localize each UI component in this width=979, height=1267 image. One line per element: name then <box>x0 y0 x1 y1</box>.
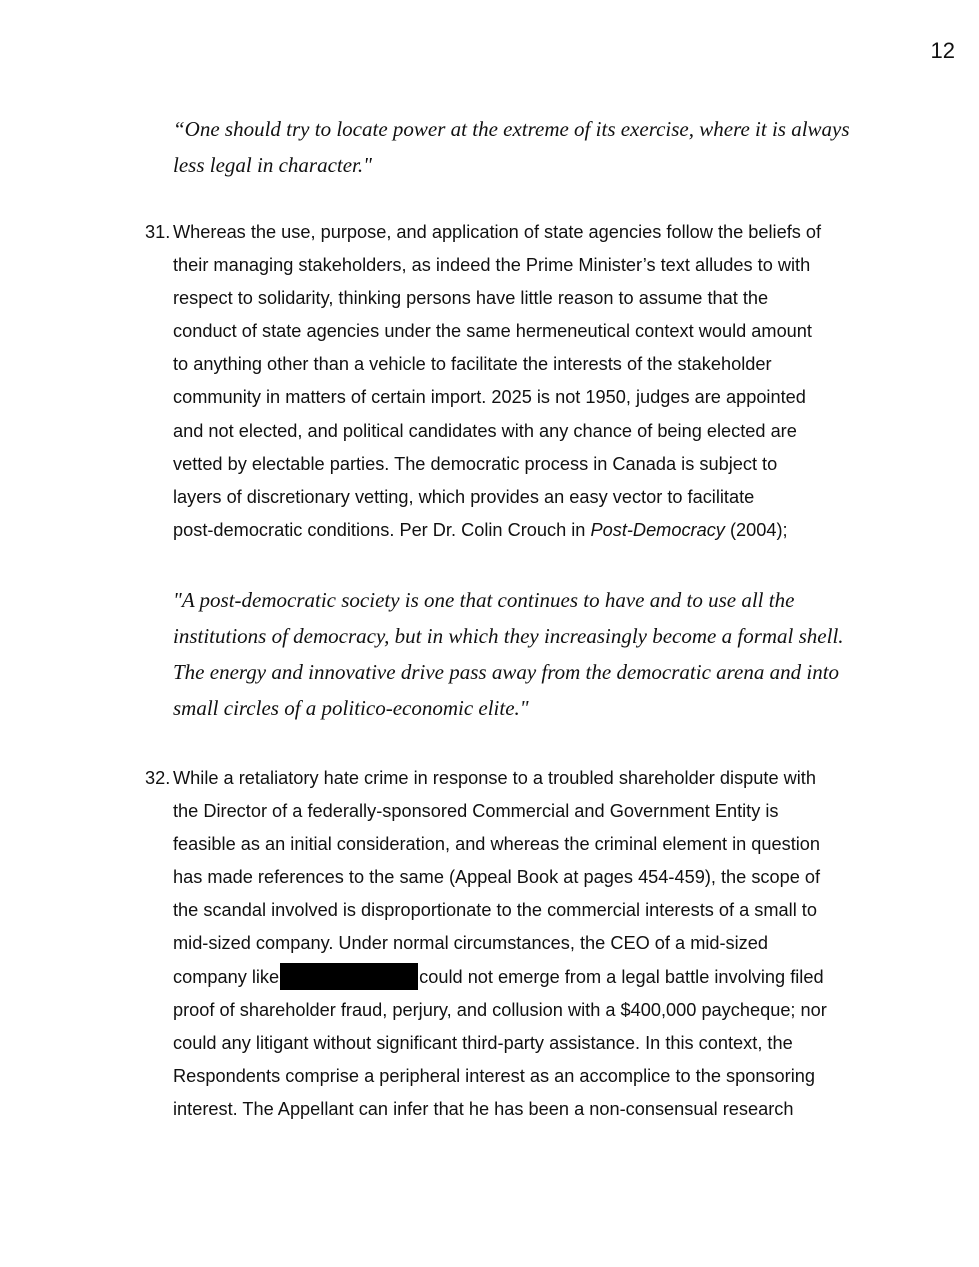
citation-year: (2004); <box>724 519 788 540</box>
paragraph-line: and not elected, and political candidates with any chance of being elected are <box>173 420 797 441</box>
quote-line: "A post-democratic society is one that continues to have and to use all the <box>173 588 795 612</box>
paragraph-line: respect to solidarity, thinking persons have little reason to assume that the <box>173 288 769 309</box>
paragraph-line: feasible as an initial consideration, and whereas the criminal element in question <box>173 834 821 855</box>
book-title: Post-Democracy <box>590 519 725 540</box>
paragraph-number: 32. <box>145 768 171 788</box>
paragraph-32 <box>145 762 875 1126</box>
paragraph-line: While a retaliatory hate crime in response to a troubled shareholder dispute with <box>173 768 816 788</box>
paragraph-line: the Director of a federally-sponsored Commercial and Government Entity is <box>173 801 779 822</box>
paragraph-line: has made references to the same (Appeal Book at pages 454-459), the scope of <box>173 867 821 888</box>
quote-line: The energy and innovative drive pass away from the democratic arena and into <box>173 660 840 684</box>
quote-line: less legal in character." <box>173 153 372 177</box>
paragraph-line-citation <box>173 514 875 547</box>
quote-line: institutions of democracy, but in which they increasingly become a formal shell. <box>173 624 844 648</box>
paragraph-line: vetted by electable parties. The democratic process in Canada is subject to <box>173 453 778 474</box>
quote-line: “One should try to locate power at the extreme of its exercise, where it is always <box>173 117 850 141</box>
paragraph-line: community in matters of certain import. 2025 is not 1950, judges are appointed <box>173 387 806 408</box>
paragraph-line: their managing stakeholders, as indeed the Prime Minister’s text alludes to with <box>173 255 811 276</box>
block-quote-post-democracy <box>173 582 863 726</box>
paragraph-body <box>173 216 875 547</box>
paragraph-31 <box>145 216 875 547</box>
page-number: 12 <box>930 38 955 63</box>
block-quote-power <box>173 111 863 183</box>
quote-line: small circles of a politico-economic elite." <box>173 696 529 720</box>
paragraph-line: the scandal involved is disproportionate to the commercial interests of a small to <box>173 900 817 921</box>
citation-lead: post-democratic conditions. Per Dr. Colin Crouch in <box>173 519 591 540</box>
paragraph-body <box>173 762 875 1126</box>
paragraph-line: to anything other than a vehicle to facilitate the interests of the stakeholder <box>173 354 772 375</box>
paragraph-line: Respondents comprise a peripheral interest as an accomplice to the sponsoring <box>173 1065 815 1086</box>
paragraph-line: layers of discretionary vetting, which provides an easy vector to facilitate <box>173 486 755 507</box>
paragraph-line: conduct of state agencies under the same hermeneutical context would amount <box>173 321 812 342</box>
paragraph-line: could any litigant without significant third-party assistance. In this context, the <box>173 1032 793 1053</box>
paragraph-line: Whereas the use, purpose, and application of state agencies follow the beliefs of <box>173 222 822 242</box>
paragraph-number: 31. <box>145 222 171 242</box>
paragraph-line-redacted <box>173 961 875 994</box>
redacted-line-lead: company like <box>173 966 280 987</box>
paragraph-line: mid-sized company. Under normal circumstances, the CEO of a mid-sized <box>173 933 769 954</box>
redaction-block <box>280 963 418 990</box>
redacted-line-tail: could not emerge from a legal battle involving filed <box>419 966 824 987</box>
paragraph-line: proof of shareholder fraud, perjury, and collusion with a $400,000 paycheque; nor <box>173 999 827 1020</box>
paragraph-line: interest. The Appellant can infer that he has been a non-consensual research <box>173 1098 794 1119</box>
